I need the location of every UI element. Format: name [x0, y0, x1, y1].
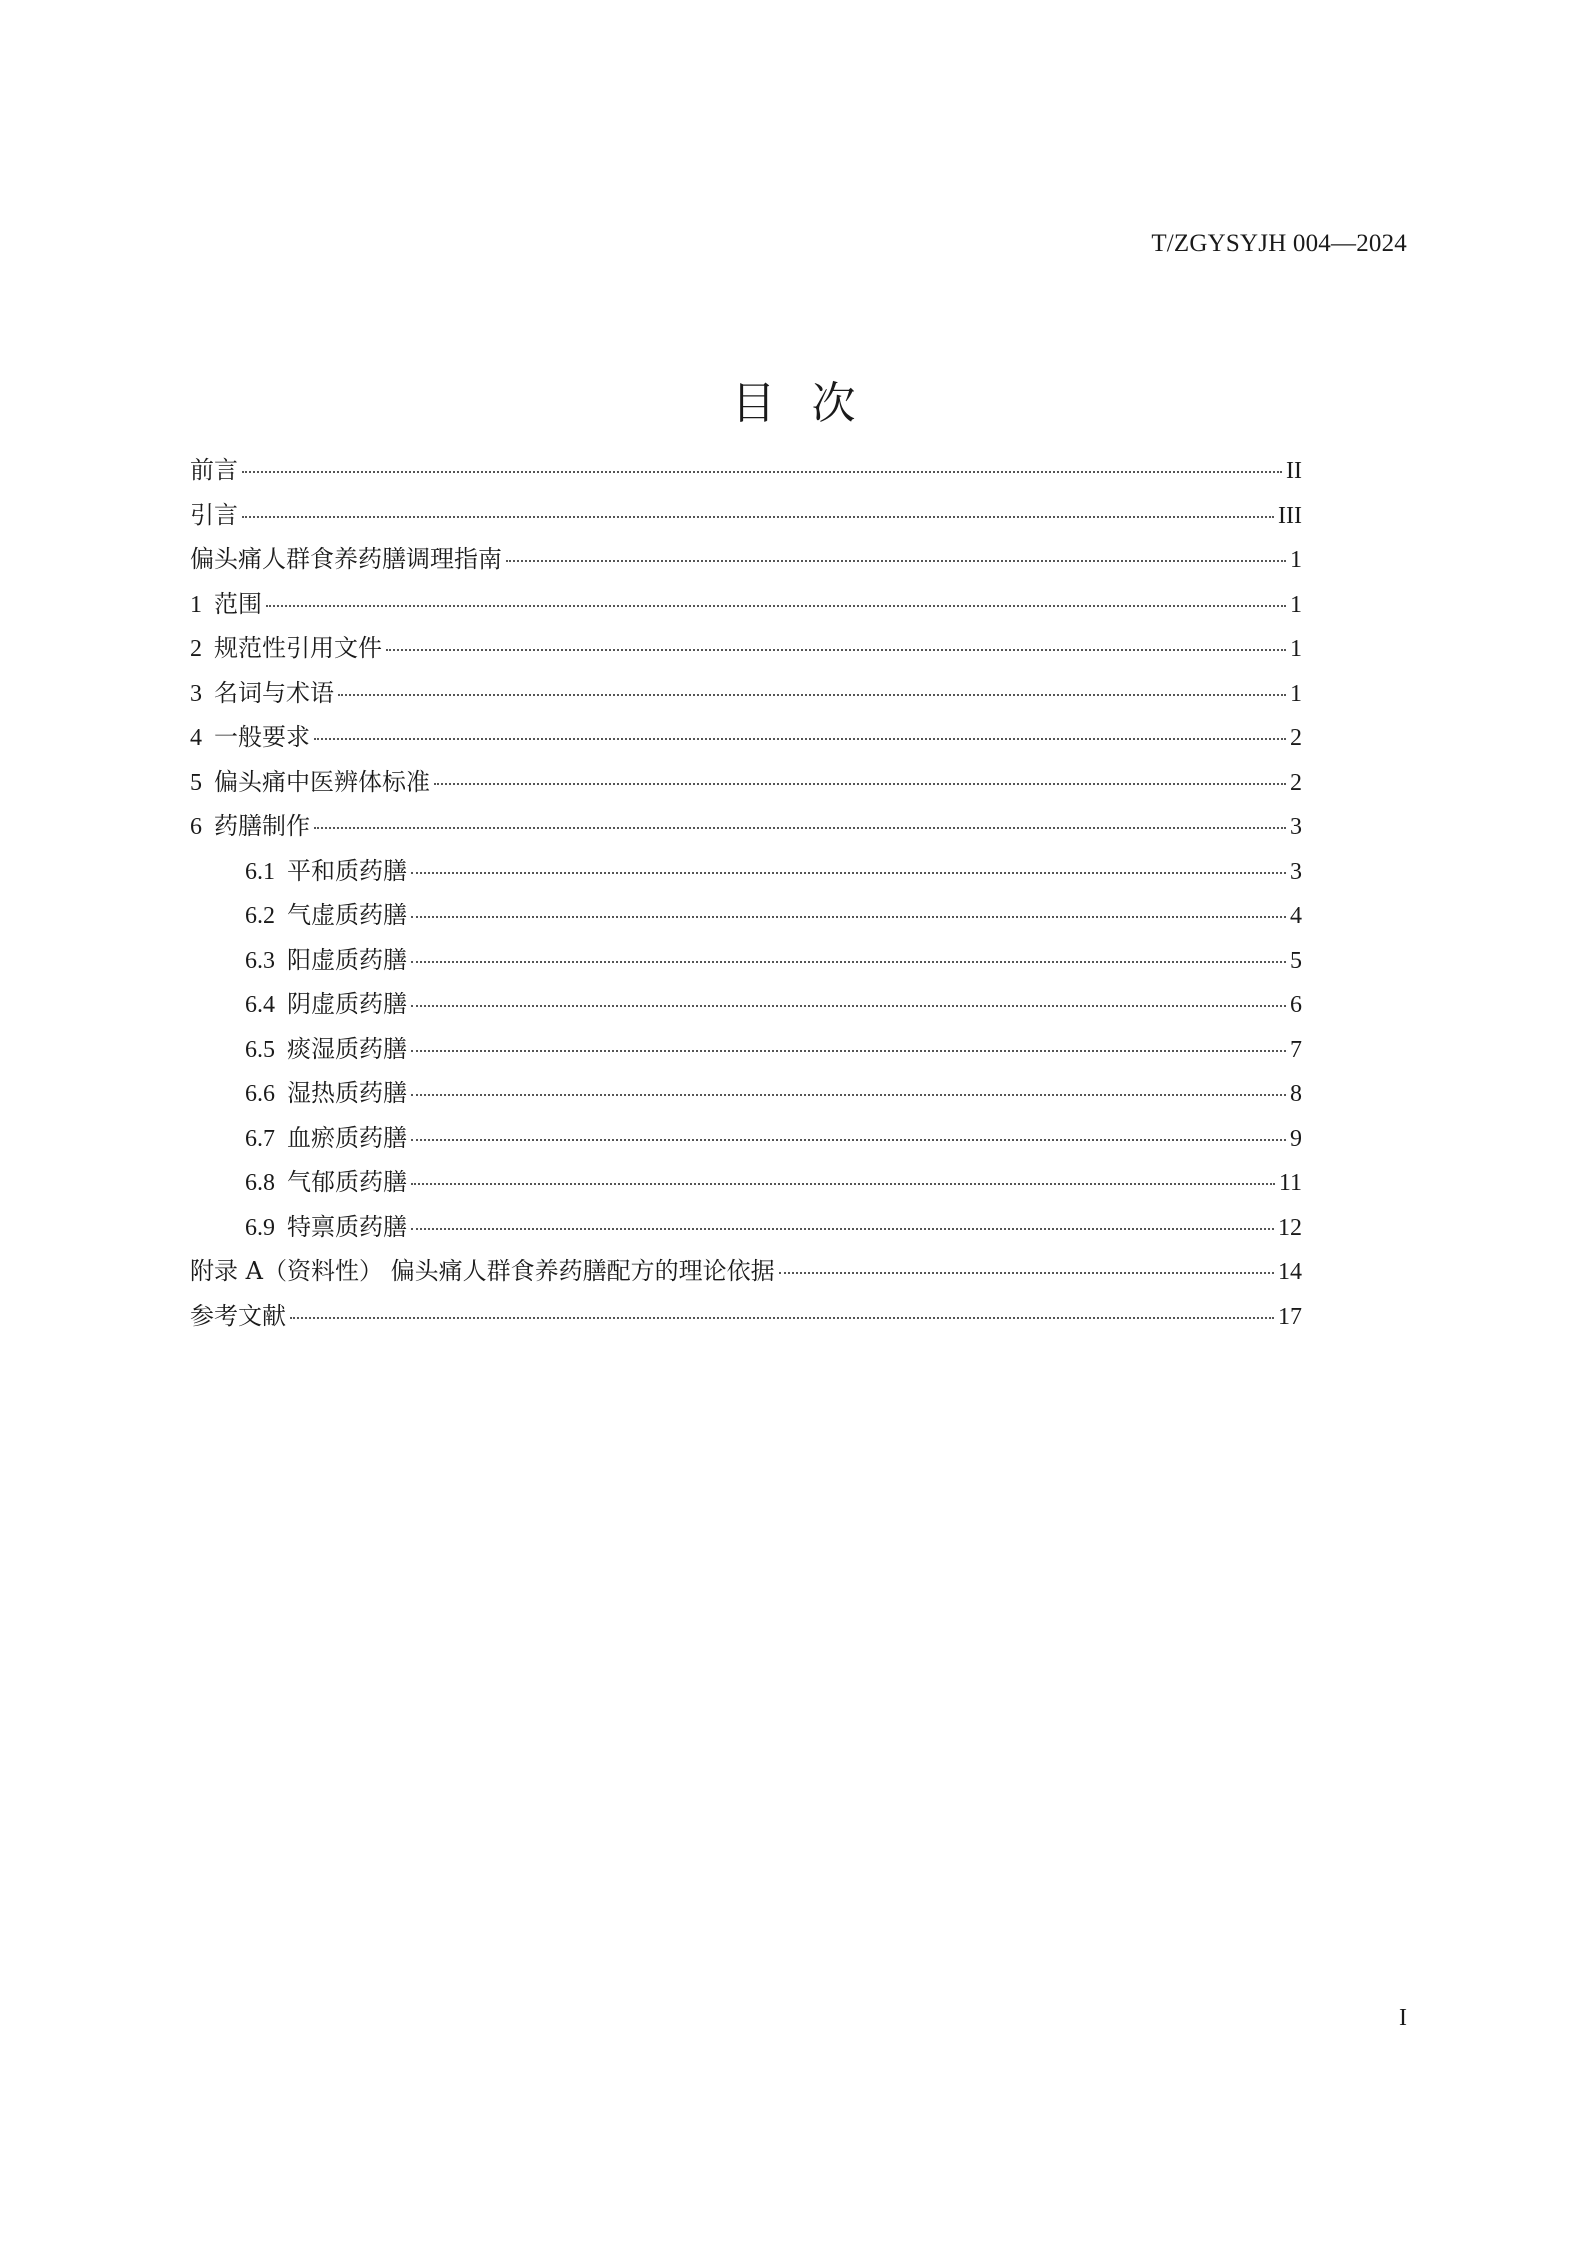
table-of-contents — [190, 448, 1302, 1338]
toc-entry[interactable] — [190, 715, 1302, 760]
toc-entry-number: 4 — [190, 725, 202, 751]
toc-dot-leader — [411, 961, 1286, 963]
toc-dot-leader — [411, 1183, 1275, 1185]
toc-entry-page: 3 — [1290, 858, 1302, 885]
toc-entry-page: 4 — [1290, 903, 1302, 929]
toc-entry[interactable] — [190, 760, 1302, 805]
toc-entry-label: 湿热质药膳 — [287, 1079, 407, 1107]
toc-entry-page: 7 — [1290, 1036, 1302, 1063]
page-title: 目次 — [731, 378, 892, 430]
toc-entry-label: 药膳制作 — [214, 812, 310, 840]
toc-entry[interactable] — [190, 1160, 1302, 1205]
toc-entry-page: 1 — [1290, 591, 1302, 618]
toc-entry-number: 1 — [190, 591, 202, 618]
toc-entry-label: 前言 — [190, 456, 238, 484]
toc-dot-leader — [411, 1094, 1286, 1096]
toc-entry-label: 气虚质药膳 — [287, 901, 407, 929]
toc-entry[interactable] — [190, 982, 1302, 1027]
toc-dot-leader — [290, 1317, 1274, 1319]
toc-dot-leader — [266, 605, 1286, 607]
toc-entry-label: 参考文献 — [190, 1301, 286, 1330]
toc-dot-leader — [434, 783, 1286, 785]
toc-entry-page: 6 — [1290, 992, 1302, 1018]
toc-entry-number: 6.7 — [245, 1125, 275, 1152]
toc-entry[interactable] — [190, 893, 1302, 938]
toc-entry-number: 5 — [190, 769, 202, 796]
toc-entry-number: 6 — [190, 814, 202, 840]
toc-entry-number: 6.8 — [245, 1170, 275, 1196]
toc-dot-leader — [779, 1272, 1274, 1274]
toc-entry-page: 12 — [1278, 1214, 1302, 1241]
toc-entry-page: 1 — [1290, 680, 1302, 707]
toc-entry[interactable] — [190, 1205, 1302, 1250]
toc-entry-label: 范围 — [214, 589, 262, 618]
toc-entry[interactable] — [190, 1294, 1302, 1339]
toc-dot-leader — [314, 827, 1286, 829]
toc-entry-label: 一般要求 — [214, 723, 310, 751]
toc-entry-number: 6.3 — [245, 947, 275, 974]
toc-entry-page: 2 — [1290, 769, 1302, 796]
toc-entry-label: 名词与术语 — [214, 678, 334, 707]
toc-entry-label: 引言 — [190, 500, 238, 529]
toc-entry-number: 6.2 — [245, 903, 275, 929]
toc-entry[interactable] — [190, 1116, 1302, 1161]
toc-entry-page: 17 — [1278, 1303, 1302, 1330]
toc-entry-page: 1 — [1290, 547, 1302, 573]
toc-entry[interactable] — [190, 537, 1302, 582]
toc-entry[interactable] — [190, 1027, 1302, 1072]
toc-entry-page: II — [1286, 458, 1302, 484]
toc-entry[interactable] — [190, 582, 1302, 627]
toc-dot-leader — [411, 1139, 1286, 1141]
toc-entry-label: 偏头痛人群食养药膳调理指南 — [190, 545, 502, 573]
toc-dot-leader — [411, 1050, 1286, 1052]
toc-entry[interactable] — [190, 938, 1302, 983]
toc-entry-page: 5 — [1290, 947, 1302, 974]
toc-entry-number: 6.6 — [245, 1081, 275, 1107]
toc-entry-page: III — [1278, 502, 1302, 529]
toc-dot-leader — [411, 916, 1286, 918]
toc-entry-page: 2 — [1290, 725, 1302, 751]
toc-entry-label: 平和质药膳 — [287, 856, 407, 885]
toc-entry-number: 2 — [190, 636, 202, 662]
toc-entry[interactable] — [190, 448, 1302, 493]
toc-entry[interactable] — [190, 493, 1302, 538]
toc-entry[interactable] — [190, 804, 1302, 849]
toc-dot-leader — [411, 1228, 1274, 1230]
toc-dot-leader — [411, 872, 1286, 874]
toc-entry-page: 14 — [1278, 1259, 1302, 1285]
toc-dot-leader — [242, 471, 1282, 473]
toc-entry[interactable] — [190, 671, 1302, 716]
toc-entry-label: 特禀质药膳 — [287, 1212, 407, 1241]
toc-entry-label: 附录 A（资料性） 偏头痛人群食养药膳配方的理论依据 — [190, 1257, 775, 1285]
toc-entry-label: 阴虚质药膳 — [287, 990, 407, 1018]
toc-entry-label: 痰湿质药膳 — [287, 1034, 407, 1063]
toc-entry-label: 阳虚质药膳 — [287, 945, 407, 974]
toc-entry-page: 11 — [1278, 1170, 1302, 1196]
toc-dot-leader — [314, 738, 1286, 740]
toc-entry[interactable] — [190, 1249, 1302, 1294]
toc-dot-leader — [386, 649, 1286, 651]
toc-entry[interactable] — [190, 626, 1302, 671]
toc-entry-number: 6.5 — [245, 1036, 275, 1063]
toc-dot-leader — [411, 1005, 1286, 1007]
toc-entry-label: 规范性引用文件 — [214, 634, 382, 662]
toc-dot-leader — [506, 560, 1286, 562]
toc-entry-label: 血瘀质药膳 — [287, 1123, 407, 1152]
page-number: I — [1399, 2005, 1407, 2031]
toc-entry-label: 偏头痛中医辨体标准 — [214, 767, 430, 796]
standard-code: T/ZGYSYJH 004—2024 — [1151, 230, 1407, 257]
toc-dot-leader — [242, 516, 1274, 518]
toc-entry-number: 6.9 — [245, 1214, 275, 1241]
toc-entry-number: 3 — [190, 680, 202, 707]
toc-entry-number: 6.1 — [245, 858, 275, 885]
toc-entry-page: 3 — [1290, 814, 1302, 840]
toc-entry-number: 6.4 — [245, 992, 275, 1018]
toc-entry-page: 1 — [1290, 636, 1302, 662]
toc-entry-page: 8 — [1290, 1081, 1302, 1107]
toc-entry-label: 气郁质药膳 — [287, 1168, 407, 1196]
toc-dot-leader — [338, 694, 1286, 696]
toc-entry[interactable] — [190, 1071, 1302, 1116]
toc-entry-page: 9 — [1290, 1125, 1302, 1152]
toc-entry[interactable] — [190, 849, 1302, 894]
